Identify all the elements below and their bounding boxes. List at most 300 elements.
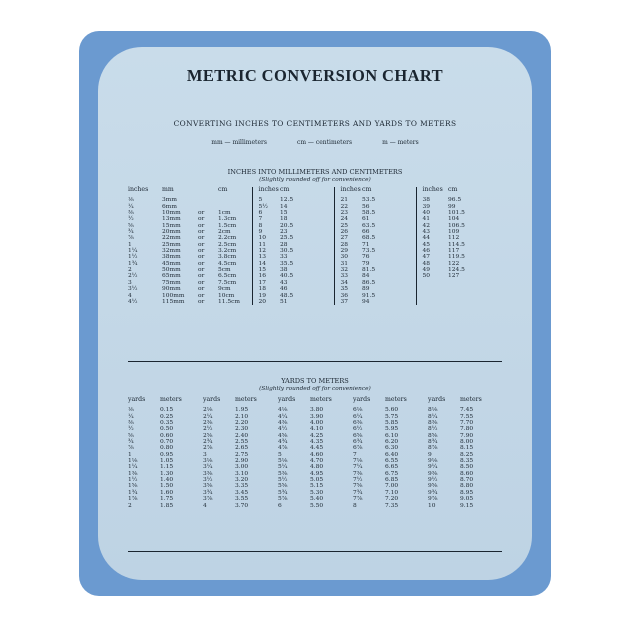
table-row (128, 503, 502, 509)
table-cell: ½ (128, 216, 134, 223)
table-cell: 8⅝ (428, 432, 438, 439)
table-cell: 90mm (162, 286, 181, 293)
bottom-rule (128, 551, 502, 552)
table-cell: 2½ (203, 426, 213, 433)
table-cell: 48 (416, 261, 448, 267)
table-cell: 6.75 (385, 470, 399, 477)
table-cell (416, 299, 448, 305)
table-cell: 36 (334, 293, 362, 299)
table-cell: 40 (416, 210, 448, 216)
table-cell: 3.55 (235, 496, 249, 503)
table-cell: 8.35 (460, 458, 474, 465)
table-cell: 1.05 (160, 458, 174, 465)
table-cell: 6.5cm (218, 273, 237, 280)
table-cell: 5⅛ (278, 458, 288, 465)
table-cell: 4¾ (278, 439, 288, 446)
table-cell: 1.60 (160, 489, 174, 496)
column-header: cm (362, 186, 372, 193)
table-cell: 106.5 (448, 222, 465, 229)
table-cell: 12 (252, 248, 280, 254)
abbr-mm: mm — millimeters (211, 139, 267, 146)
table-cell: 3⅜ (203, 470, 213, 477)
table-cell: 26 (334, 229, 362, 235)
table-cell: 1.3cm (218, 216, 237, 223)
table-cell: 37 (334, 299, 362, 305)
table-cell: 1⅛ (128, 458, 138, 465)
table-cell: 2.90 (235, 458, 249, 465)
table-cell: 96.5 (448, 197, 462, 204)
table-cell: 8½ (428, 426, 438, 433)
table-cell: 9⅛ (428, 458, 438, 465)
table-cell: 17 (252, 280, 280, 286)
table-cell: 2.10 (235, 413, 249, 420)
table-cell: 3 (203, 451, 207, 458)
table-cell: 19 (252, 293, 280, 299)
table-cell: 3.90 (310, 413, 324, 420)
table-cell: 3.10 (235, 470, 249, 477)
table-cell: 9.15 (460, 502, 474, 509)
table-cell: 2.20 (235, 420, 249, 427)
table-cell: 8.70 (460, 477, 474, 484)
table-cell: 50 (416, 273, 448, 279)
table-cell: 53.5 (362, 197, 376, 204)
table-cell: 7.20 (385, 496, 399, 503)
table-cell: 7.80 (460, 426, 474, 433)
table-cell: 44 (416, 235, 448, 241)
table-cell: 12.5 (280, 197, 294, 204)
table-cell: 33 (280, 254, 288, 261)
table-cell: 2cm (218, 229, 231, 236)
table-cell: ⅛ (128, 197, 134, 204)
table-cell: 7.35 (385, 502, 399, 509)
table-cell: 3¼ (203, 464, 213, 471)
table-cell: or (198, 260, 205, 267)
table-cell: ⅜ (128, 420, 134, 427)
section-divider (128, 361, 502, 362)
table-cell: 33 (334, 273, 362, 279)
table-cell: 6.40 (385, 451, 399, 458)
table-cell: 5⅜ (278, 470, 288, 477)
table-cell: or (198, 279, 205, 286)
table-cell: 94 (362, 298, 370, 305)
table-cell: 49 (416, 267, 448, 273)
table-cell: 40.5 (280, 273, 294, 280)
table-cell: 61 (362, 216, 370, 223)
table-cell: 9⅝ (428, 483, 438, 490)
table-cell: 5½ (252, 204, 280, 210)
table-cell: ⅝ (128, 222, 134, 229)
table-cell: 2.40 (235, 432, 249, 439)
table-cell: 4½ (128, 298, 138, 305)
table-cell: 2 (128, 267, 132, 274)
table-cell: 2 (128, 502, 132, 509)
table-cell: 5.40 (310, 496, 324, 503)
table-cell: 5.85 (385, 420, 399, 427)
table-cell: 5.30 (310, 489, 324, 496)
column-header: yards (128, 396, 146, 403)
column-header: inches (416, 187, 448, 197)
table-cell: 8.50 (460, 464, 474, 471)
table-cell: 5 (252, 197, 280, 203)
table-cell: 6.65 (385, 464, 399, 471)
table-cell: 25mm (162, 241, 181, 248)
table-cell: 6½ (353, 426, 363, 433)
table-cell: 124.5 (448, 267, 465, 274)
table-cell: 18 (280, 216, 288, 223)
table-cell: 0.70 (160, 439, 174, 446)
table-cell: 112 (448, 235, 460, 242)
table-cell: 8.00 (460, 439, 474, 446)
table-cell: 23 (334, 210, 362, 216)
table-cell: ½ (128, 426, 134, 433)
table-cell: 6.30 (385, 445, 399, 452)
table-cell: 6.10 (385, 432, 399, 439)
table-cell: or (198, 216, 205, 223)
table-cell: 28 (280, 241, 288, 248)
table-cell: 50mm (162, 267, 181, 274)
yards-heading: YARDS TO METERS (281, 377, 349, 385)
table-cell: 18 (252, 286, 280, 292)
table-cell: 30.5 (280, 248, 294, 255)
table-cell: 6⅛ (353, 407, 363, 414)
table-cell: 1⅜ (128, 470, 138, 477)
inches-heading: INCHES INTO MILLIMETERS AND CENTIMETERS (227, 168, 403, 176)
table-cell: 2.30 (235, 426, 249, 433)
table-cell: 35 (334, 286, 362, 292)
table-cell: 1.75 (160, 496, 174, 503)
table-cell: 75mm (162, 279, 181, 286)
table-cell: 7½ (353, 477, 363, 484)
table-cell: or (198, 210, 205, 217)
column-header: yards (278, 396, 296, 403)
table-cell: 14 (280, 203, 288, 210)
table-cell: 46 (280, 286, 288, 293)
table-cell: 10cm (218, 292, 235, 299)
table-cell: or (198, 235, 205, 242)
table-cell: 45mm (162, 260, 181, 267)
table-cell: 119.5 (448, 254, 465, 261)
table-cell: 8⅛ (428, 407, 438, 414)
table-cell: 58.5 (362, 210, 376, 217)
table-cell: 5cm (218, 267, 231, 274)
table-cell: 5.75 (385, 413, 399, 420)
table-cell: 2.75 (235, 451, 249, 458)
table-cell: 5.60 (385, 407, 399, 414)
table-cell: 7 (353, 451, 357, 458)
table-cell: 109 (448, 229, 460, 236)
table-cell: 2.65 (235, 445, 249, 452)
table-cell: 9⅜ (428, 470, 438, 477)
table-cell: 31 (334, 261, 362, 267)
table-cell: 5½ (278, 477, 288, 484)
table-cell: 46 (416, 248, 448, 254)
table-cell: 114.5 (448, 241, 465, 248)
table-cell: 89 (362, 286, 370, 293)
table-cell: or (198, 254, 205, 261)
table-cell: 1 (128, 451, 132, 458)
table-cell: 73.5 (362, 248, 376, 255)
table-cell: 4.95 (310, 470, 324, 477)
table-cell: 9½ (428, 477, 438, 484)
table-cell: 47 (416, 254, 448, 260)
table-cell: 104 (448, 216, 460, 223)
table-cell: or (198, 248, 205, 255)
table-cell: 8¼ (428, 413, 438, 420)
table-cell: or (198, 229, 205, 236)
table-cell: 7¼ (353, 464, 363, 471)
table-cell: ⅞ (128, 445, 134, 452)
table-cell: 22mm (162, 235, 181, 242)
table-cell: 21 (334, 197, 362, 203)
table-cell: 4⅛ (278, 407, 288, 414)
column-header: meters (385, 396, 407, 403)
table-cell: 8.25 (460, 451, 474, 458)
table-cell: 8⅞ (428, 445, 438, 452)
table-cell: 20mm (162, 229, 181, 236)
table-cell: 16 (252, 273, 280, 279)
table-cell: 3mm (162, 197, 177, 204)
table-cell: 5⅞ (278, 496, 288, 503)
table-cell: or (198, 267, 205, 274)
table-cell: 0.35 (160, 420, 174, 427)
table-cell: 3.45 (235, 489, 249, 496)
inches-table (128, 187, 502, 305)
table-cell: ¼ (128, 413, 134, 420)
table-cell: 4.45 (310, 445, 324, 452)
table-cell: 1.40 (160, 477, 174, 484)
column-header: meters (160, 396, 182, 403)
table-cell: 48.5 (280, 292, 294, 299)
table-cell: 8 (353, 502, 357, 509)
table-cell: 22 (334, 204, 362, 210)
table-cell: 5.15 (310, 483, 324, 490)
column-header: yards (203, 396, 221, 403)
table-cell: 79 (362, 260, 370, 267)
table-cell: 1.15 (160, 464, 174, 471)
table-cell: 0.25 (160, 413, 174, 420)
table-cell: 3 (128, 279, 132, 286)
column-header (198, 187, 218, 197)
column-header: mm (162, 186, 174, 193)
table-cell: 1.30 (160, 470, 174, 477)
abbreviation-legend (98, 139, 532, 146)
table-cell: 2.55 (235, 439, 249, 446)
table-cell: ¼ (128, 203, 134, 210)
table-cell: 5.95 (385, 426, 399, 433)
table-cell: 3.00 (235, 464, 249, 471)
table-cell: 1¼ (128, 248, 138, 255)
table-cell: 91.5 (362, 292, 376, 299)
table-cell: 3.2cm (218, 248, 237, 255)
table-cell: 1¼ (128, 464, 138, 471)
table-cell: 7.90 (460, 432, 474, 439)
table-cell: 15 (280, 210, 288, 217)
table-cell: 7⅜ (353, 470, 363, 477)
table-cell: 10 (428, 502, 436, 509)
table-cell: 38 (416, 197, 448, 203)
table-cell: 1⅝ (128, 483, 138, 490)
table-cell: 1 (128, 241, 132, 248)
table-cell: 3.35 (235, 483, 249, 490)
table-cell: 11.5cm (218, 298, 241, 305)
table-cell: 10mm (162, 210, 181, 217)
table-cell: 35.5 (280, 260, 294, 267)
table-cell: 3⅛ (203, 458, 213, 465)
yards-table (128, 397, 502, 509)
table-cell: 2¼ (203, 413, 213, 420)
table-cell: or (198, 241, 205, 248)
table-cell: 8.60 (460, 470, 474, 477)
table-cell: 7⅝ (353, 483, 363, 490)
table-cell: 15mm (162, 222, 181, 229)
table-cell: 65mm (162, 273, 181, 280)
table-cell: 4.10 (310, 426, 324, 433)
table-cell: 6mm (162, 203, 177, 210)
table-cell: ¾ (128, 439, 134, 446)
table-cell: 25.5 (280, 235, 294, 242)
table-cell: 6⅜ (353, 420, 363, 427)
table-cell: 0.95 (160, 451, 174, 458)
column-header: meters (460, 396, 482, 403)
table-cell: 45 (416, 242, 448, 248)
table-cell: 7 (252, 216, 280, 222)
table-cell: 38 (280, 267, 288, 274)
table-cell: 4.70 (310, 458, 324, 465)
table-cell: 0.80 (160, 445, 174, 452)
table-cell: 42 (416, 223, 448, 229)
table-cell: 34 (334, 280, 362, 286)
table-cell: 0.50 (160, 426, 174, 433)
table-cell: 2⅝ (203, 432, 213, 439)
table-cell: 41 (416, 216, 448, 222)
page-title: METRIC CONVERSION CHART (186, 66, 444, 85)
column-header: meters (310, 396, 332, 403)
table-cell: 0.15 (160, 407, 174, 414)
table-cell: 1cm (218, 210, 231, 217)
table-cell: 14 (252, 261, 280, 267)
column-header: cm (218, 186, 228, 193)
inches-note: (Slightly rounded off for convenience) (259, 177, 371, 183)
table-cell: 4.00 (310, 420, 324, 427)
table-cell: 3⅝ (203, 483, 213, 490)
table-cell: 38mm (162, 254, 181, 261)
table-cell: 3.80 (310, 407, 324, 414)
table-cell: 63.5 (362, 222, 376, 229)
table-cell: 1.85 (160, 502, 174, 509)
table-cell: 100mm (162, 292, 185, 299)
column-header: inches (334, 187, 362, 197)
abbr-m: m — meters (382, 139, 419, 146)
inches-section-heading (98, 168, 532, 184)
table-cell: 6⅝ (353, 432, 363, 439)
table-cell: 9⅞ (428, 496, 438, 503)
table-cell: 4.5cm (218, 260, 237, 267)
table-cell: ¾ (128, 229, 134, 236)
yards-note: (Slightly rounded off for convenience) (259, 386, 371, 392)
table-cell: 2½ (128, 273, 138, 280)
table-cell: 68.5 (362, 235, 376, 242)
table-cell: ⅛ (128, 407, 134, 414)
column-header: yards (428, 396, 446, 403)
table-cell: 15 (252, 267, 280, 273)
table-cell: 7.70 (460, 420, 474, 427)
table-cell: 127 (448, 273, 460, 280)
table-cell: 6¾ (353, 439, 363, 446)
column-header: yards (353, 396, 371, 403)
table-cell: 6¼ (353, 413, 363, 420)
table-cell: 6.85 (385, 477, 399, 484)
table-cell: 32 (334, 267, 362, 273)
table-cell: or (198, 298, 205, 305)
table-cell: 1.95 (235, 407, 249, 414)
column-header: inches (252, 187, 280, 197)
table-cell: 43 (280, 279, 288, 286)
table-cell: 1½ (128, 254, 138, 261)
table-cell: 115mm (162, 298, 185, 305)
abbr-cm: cm — centimeters (296, 139, 353, 146)
table-cell: 6 (278, 502, 282, 509)
table-cell: 4.60 (310, 451, 324, 458)
table-cell: 2⅛ (203, 407, 213, 414)
table-cell: 66 (362, 229, 370, 236)
table-cell: 3½ (203, 477, 213, 484)
table-cell: 6.55 (385, 458, 399, 465)
table-cell: 3½ (128, 286, 138, 293)
table-cell: 99 (448, 203, 456, 210)
table-cell: 3.70 (235, 502, 249, 509)
table-cell: 76 (362, 254, 370, 261)
table-cell: or (198, 222, 205, 229)
table-cell: 5 (278, 451, 282, 458)
table-cell: 7.45 (460, 407, 474, 414)
table-cell: 3⅞ (203, 496, 213, 503)
table-cell: 5.50 (310, 502, 324, 509)
table-cell: 81.5 (362, 267, 376, 274)
table-cell: 13mm (162, 216, 181, 223)
column-header: meters (235, 396, 257, 403)
table-cell: 9 (252, 229, 280, 235)
table-cell: 6.20 (385, 439, 399, 446)
table-cell: 29 (334, 248, 362, 254)
table-cell: 32mm (162, 248, 181, 255)
table-cell: 2.2cm (218, 235, 237, 242)
table-cell: 8¾ (428, 439, 438, 446)
table-cell: 2.5cm (218, 241, 237, 248)
table-cell: 8⅜ (428, 420, 438, 427)
table-cell: 5.05 (310, 477, 324, 484)
column-header: inches (128, 186, 149, 193)
table-cell: 4¼ (278, 413, 288, 420)
table-cell: 7.5cm (218, 279, 237, 286)
table-cell: 5¼ (278, 464, 288, 471)
table-cell: 9 (428, 451, 432, 458)
table-cell: 1½ (128, 477, 138, 484)
table-cell: 8.15 (460, 445, 474, 452)
table-cell: 1.5cm (218, 222, 237, 229)
table-cell: or (198, 292, 205, 299)
table-cell: 0.60 (160, 432, 174, 439)
table-cell: 10 (252, 235, 280, 241)
table-cell: 25 (334, 223, 362, 229)
table-cell: 117 (448, 248, 460, 255)
table-cell: 9¼ (428, 464, 438, 471)
table-cell: 6 (252, 210, 280, 216)
table-cell: 28 (334, 242, 362, 248)
table-cell: 20.5 (280, 222, 294, 229)
table-cell: 23 (280, 229, 288, 236)
table-cell: 8.80 (460, 483, 474, 490)
table-cell: 8.95 (460, 489, 474, 496)
